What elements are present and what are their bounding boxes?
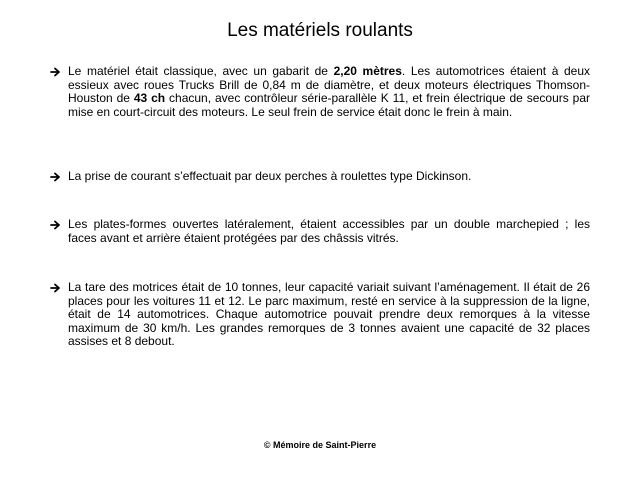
bullet-text (68, 65, 590, 119)
bullet-item-prise-de-courant (50, 170, 590, 184)
motor-power-value: 43 ch (133, 91, 166, 105)
arrow-right-icon (50, 219, 68, 231)
copyright-footer: © Mémoire de Saint-Pierre (263, 440, 377, 450)
bullet-text: La tare des motrices était de 10 tonnes, leur capacité variait suivant l’aménagement. Il était de 26 places pour les voitures 11 et 12. Le parc maximum, resté en service à la suppression de la ligne, était de 14 automotrices. Chaque automotrice pouvait prendre deux remorques à la vitesse maximum de 30 km/h. Les grandes remorques de 3 tonnes avaient une capacité de 32 places assises et 8 debout. (68, 280, 590, 348)
arrow-right-icon (50, 282, 68, 294)
bullet-text: Les plates-formes ouvertes latéralement, étaient accessibles par un double marchepied ; les faces avant et arrière étaient protégées par des châssis vitrés. (68, 217, 590, 245)
page-title: Les matériels roulants (227, 20, 413, 41)
arrow-right-icon (50, 171, 68, 183)
bullet-text-part: Le matériel était classique, avec un gabarit de (68, 64, 334, 78)
gabarit-value: 2,20 mètres (333, 64, 402, 78)
bullet-item-plates-formes (50, 218, 590, 245)
bullet-text-part: . Les automotrices étaient à deux essieux avec roues Trucks Brill de 0,84 m de diamètre, et deux moteurs électriques Thomson-Houston de (68, 64, 590, 105)
bullet-item-tare-motrices (50, 281, 590, 349)
bullet-text: La prise de courant s’effectuait par deux perches à roulettes type Dickinson. (68, 169, 472, 183)
bullet-item-materiel (50, 65, 590, 119)
arrow-right-icon (50, 66, 68, 78)
bullet-text-part: chacun, avec contrôleur série-parallèle K 11, et frein électrique de secours par mise en court-circuit des moteurs. Le seul frein de service était donc le frein à main. (68, 91, 590, 119)
